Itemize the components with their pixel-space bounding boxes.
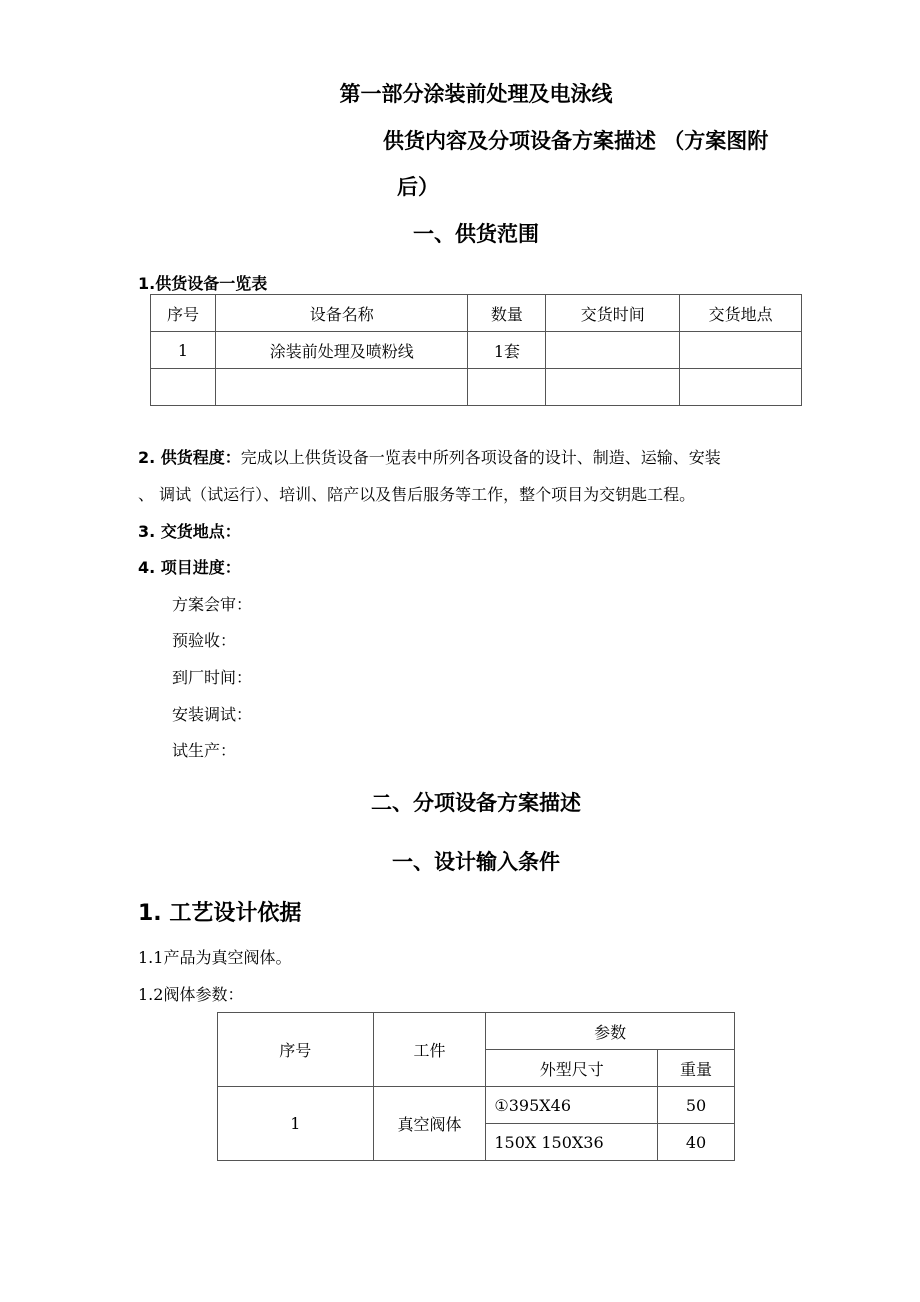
header-cell: 序号 bbox=[218, 1013, 374, 1087]
table-cell bbox=[151, 369, 216, 406]
header-cell: 交货地点 bbox=[680, 295, 802, 332]
header-cell: 序号 bbox=[151, 295, 216, 332]
section-heading-supply-scope: 一、供货范围 bbox=[413, 222, 539, 246]
table-cell: 1 bbox=[218, 1087, 374, 1161]
table-row bbox=[151, 332, 802, 369]
table-cell bbox=[680, 332, 802, 369]
table-cell bbox=[546, 332, 680, 369]
table-cell bbox=[468, 369, 546, 406]
delivery-location-label: 3. 交货地点： bbox=[138, 522, 241, 541]
table-cell bbox=[680, 369, 802, 406]
schedule-item: 方案会审： bbox=[172, 595, 253, 614]
section-heading-equipment-scheme: 二、分项设备方案描述 bbox=[371, 791, 581, 815]
schedule-item: 预验收： bbox=[172, 631, 237, 650]
equipment-list-table bbox=[150, 294, 802, 406]
schedule-item: 到厂时间： bbox=[172, 668, 253, 687]
header-cell: 数量 bbox=[468, 295, 546, 332]
valve-parameters-table bbox=[217, 1012, 735, 1161]
supply-degree-label: 2. 供货程度： bbox=[138, 448, 241, 467]
table-cell: 50 bbox=[658, 1087, 735, 1124]
supply-degree-line2: 、 调试（试运行）、培训、陪产以及售后服务等工作，整个项目为交钥匙工程。 bbox=[138, 485, 696, 504]
document-subtitle-line2: 后） bbox=[397, 175, 439, 199]
table-cell bbox=[546, 369, 680, 406]
table-cell bbox=[215, 369, 468, 406]
header-cell: 工件 bbox=[373, 1013, 486, 1087]
paragraph-valve-params: 1.2阀体参数： bbox=[138, 985, 244, 1004]
supply-degree-text: 完成以上供货设备一览表中所列各项设备的设计、制造、运输、安装 bbox=[240, 448, 721, 467]
table-cell: 1 bbox=[151, 332, 216, 369]
header-cell: 设备名称 bbox=[215, 295, 468, 332]
table-header-row bbox=[218, 1013, 735, 1050]
document-title: 第一部分涂装前处理及电泳线 bbox=[339, 82, 613, 106]
header-cell: 重量 bbox=[658, 1050, 735, 1087]
project-schedule-label: 4. 项目进度： bbox=[138, 558, 241, 577]
table-row bbox=[218, 1087, 735, 1124]
table-cell: 涂装前处理及喷粉线 bbox=[215, 332, 468, 369]
heading-process-design-basis: 1. 工艺设计依据 bbox=[138, 901, 302, 926]
table-cell: 40 bbox=[658, 1124, 735, 1161]
header-cell: 参数 bbox=[486, 1013, 735, 1050]
table-cell: ①395X46 bbox=[486, 1087, 658, 1124]
table-row bbox=[151, 369, 802, 406]
section-heading-design-input: 一、设计输入条件 bbox=[392, 850, 560, 874]
header-cell: 交货时间 bbox=[546, 295, 680, 332]
schedule-item: 试生产： bbox=[172, 741, 237, 760]
table-cell: 真空阀体 bbox=[373, 1087, 486, 1161]
table1-caption: 1.供货设备一览表 bbox=[138, 274, 268, 293]
schedule-item: 安装调试： bbox=[172, 705, 253, 724]
table-cell: 1套 bbox=[468, 332, 546, 369]
supply-degree-line1 bbox=[138, 445, 721, 468]
document-subtitle-line1: 供货内容及分项设备方案描述 （方案图附 bbox=[383, 129, 769, 153]
paragraph-product: 1.1产品为真空阀体。 bbox=[138, 948, 292, 967]
table-header-row bbox=[151, 295, 802, 332]
header-cell: 外型尺寸 bbox=[486, 1050, 658, 1087]
table-cell: 150X 150X36 bbox=[486, 1124, 658, 1161]
